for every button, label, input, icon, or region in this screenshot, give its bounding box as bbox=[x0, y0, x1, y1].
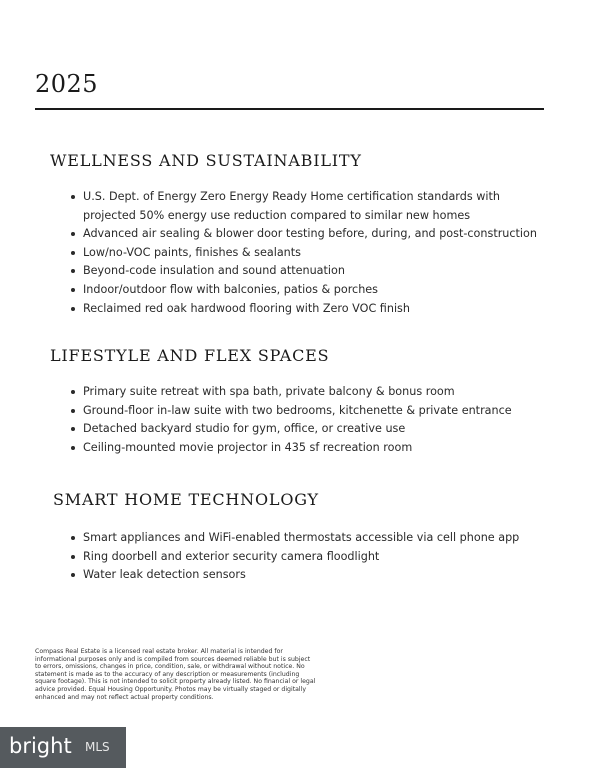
list-item: Water leak detection sensors bbox=[70, 566, 550, 585]
list-item: Reclaimed red oak hardwood flooring with Zero VOC finish bbox=[70, 300, 550, 319]
list-item: Ground-floor in-law suite with two bedrooms, kitchenette & private entrance bbox=[70, 402, 550, 421]
watermark-brand: bright bbox=[9, 734, 72, 758]
lifestyle-list bbox=[70, 383, 550, 457]
watermark-suffix: MLS bbox=[85, 740, 110, 754]
year-heading: 2025 bbox=[35, 70, 99, 98]
section-title-smart-home: SMART HOME TECHNOLOGY bbox=[53, 490, 319, 509]
list-item: Detached backyard studio for gym, office, or creative use bbox=[70, 420, 550, 439]
bright-mls-watermark bbox=[0, 727, 126, 768]
list-item: Beyond-code insulation and sound attenuation bbox=[70, 262, 550, 281]
list-item: Ceiling-mounted movie projector in 435 sf recreation room bbox=[70, 439, 550, 458]
list-item: Low/no-VOC paints, finishes & sealants bbox=[70, 244, 550, 263]
list-item: Advanced air sealing & blower door testing before, during, and post-construction bbox=[70, 225, 550, 244]
disclaimer-text: Compass Real Estate is a licensed real estate broker. All material is intended for informational purposes only and is compiled from sources deemed reliable but is subject to errors, omissions, changes in price, condition, sale, or withdrawal without notice. No statement is made as to the accuracy of any description or measurements (including square footage). This is not intended to solicit property already listed. No financial or legal advice provided. Equal Housing Opportunity. Photos may be virtually staged or digitally enhanced and may not reflect actual property conditions. bbox=[35, 648, 316, 701]
list-item: Ring doorbell and exterior security camera floodlight bbox=[70, 548, 550, 567]
smart-home-list bbox=[70, 529, 550, 585]
list-item: U.S. Dept. of Energy Zero Energy Ready Home certification standards with projected 50% energy use reduction compared to similar new homes bbox=[70, 188, 550, 225]
list-item: Indoor/outdoor flow with balconies, patios & porches bbox=[70, 281, 550, 300]
list-item: Primary suite retreat with spa bath, private balcony & bonus room bbox=[70, 383, 550, 402]
section-title-wellness: WELLNESS AND SUSTAINABILITY bbox=[50, 151, 362, 170]
list-item: Smart appliances and WiFi-enabled thermostats accessible via cell phone app bbox=[70, 529, 550, 548]
section-title-lifestyle: LIFESTYLE AND FLEX SPACES bbox=[50, 346, 330, 365]
header-divider bbox=[35, 108, 544, 110]
wellness-list bbox=[70, 188, 550, 318]
